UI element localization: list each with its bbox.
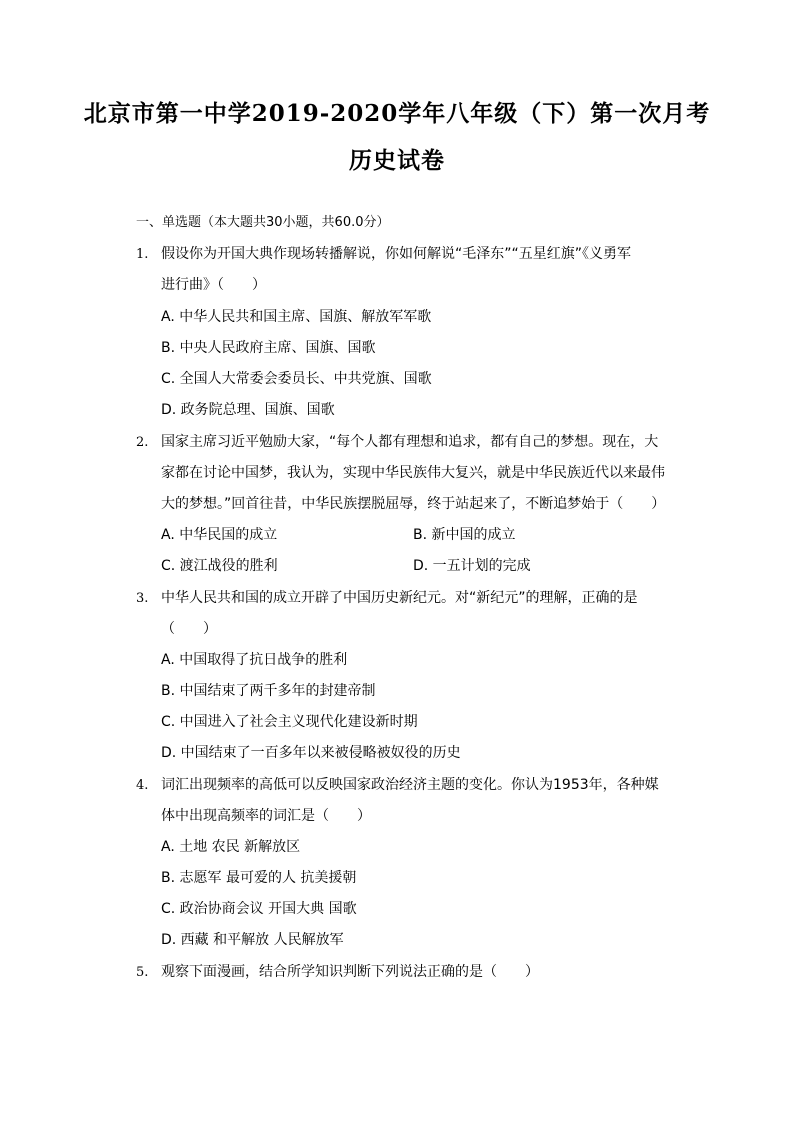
answer-option: A. 土地 农民 新解放区 [161, 839, 301, 855]
answer-option: C. 渡江战役的胜利 [161, 558, 278, 574]
question-stem-line: 大的梦想。”回首往昔，中华民族摆脱屈辱，终于站起来了，不断追梦始于（ ） [161, 496, 666, 512]
question-stem-line: 进行曲》（ ） [161, 277, 266, 293]
answer-option: B. 新中国的成立 [413, 527, 516, 543]
answer-option: B. 志愿军 最可爱的人 抗美援朝 [161, 870, 357, 886]
question-stem-line: （ ） [161, 621, 217, 637]
question-stem-line: 中华人民共和国的成立开辟了中国历史新纪元。对“新纪元”的理解，正确的是 [161, 590, 638, 606]
question-number: 5. [136, 965, 149, 980]
question-number: 4. [136, 778, 149, 793]
question-number: 1. [136, 247, 149, 262]
question-stem-line: 体中出现高频率的词汇是（ ） [161, 808, 371, 824]
question-stem-line: 国家主席习近平勉励大家，“每个人都有理想和追求，都有自己的梦想。现在，大 [161, 434, 659, 450]
question-stem-line: 假设你为开国大典作现场转播解说，你如何解说“毛泽东”“五星红旗”《义勇军 [161, 246, 632, 262]
answer-option: B. 中国结束了两千多年的封建帝制 [161, 683, 376, 699]
question-stem-line: 词汇出现频率的高低可以反映国家政治经济主题的变化。你认为1953年，各种媒 [161, 777, 659, 793]
section-heading: 一、单选题（本大题共30小题，共60.0分） [136, 215, 390, 230]
answer-option: C. 全国人大常委会委员长、中共党旗、国歌 [161, 371, 432, 387]
question-stem-line: 观察下面漫画，结合所学知识判断下列说法正确的是（ ） [161, 964, 539, 980]
answer-option: C. 中国进入了社会主义现代化建设新时期 [161, 714, 418, 730]
answer-option: B. 中央人民政府主席、国旗、国歌 [161, 340, 376, 356]
answer-option: D. 一五计划的完成 [413, 558, 531, 574]
answer-option: C. 政治协商会议 开国大典 国歌 [161, 901, 357, 917]
answer-option: D. 西藏 和平解放 人民解放军 [161, 932, 344, 948]
exam-subject: 历史试卷 [349, 147, 445, 174]
answer-option: A. 中国取得了抗日战争的胜利 [161, 652, 348, 668]
answer-option: A. 中华民国的成立 [161, 527, 278, 543]
question-number: 2. [136, 435, 149, 450]
answer-option: D. 中国结束了一百多年以来被侵略被奴役的历史 [161, 745, 461, 761]
answer-option: D. 政务院总理、国旗、国歌 [161, 402, 335, 418]
exam-title: 北京市第一中学2019-2020学年八年级（下）第一次月考 [83, 100, 711, 127]
answer-option: A. 中华人民共和国主席、国旗、解放军军歌 [161, 309, 432, 325]
question-stem-line: 家都在讨论中国梦，我认为，实现中华民族伟大复兴，就是中华民族近代以来最伟 [161, 465, 665, 481]
question-number: 3. [136, 591, 149, 606]
